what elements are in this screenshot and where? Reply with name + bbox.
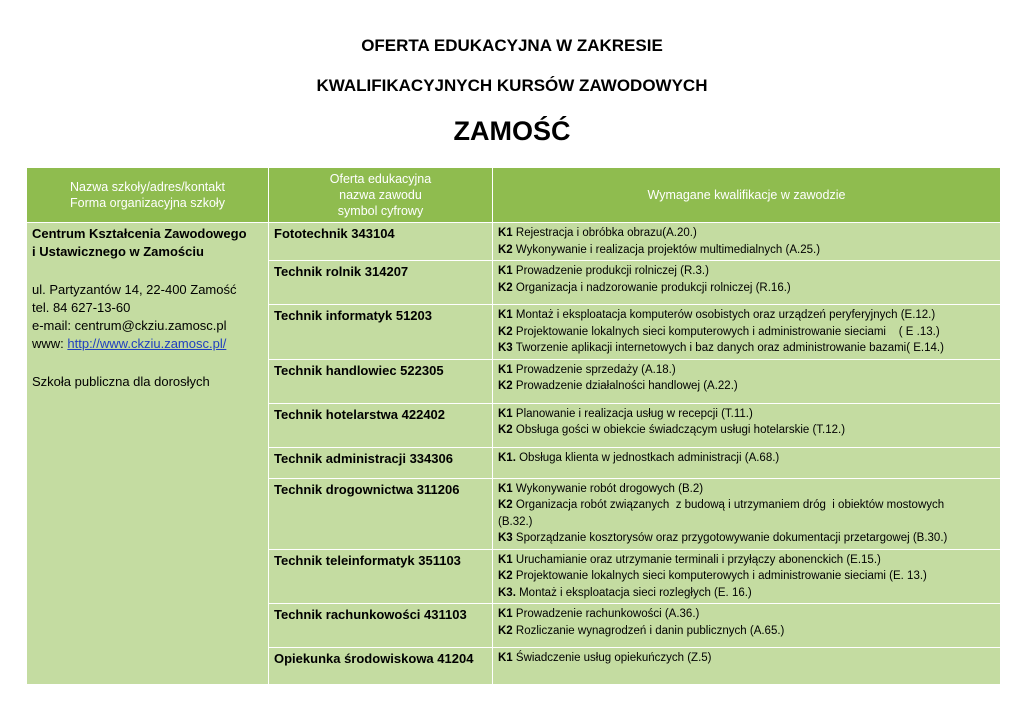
qualification-text: Wykonywanie robót drogowych (B.2) <box>512 482 704 495</box>
qualification-text: Montaż i eksploatacja sieci rozległych (E. 16.) <box>515 586 752 599</box>
qualification-code: K2 <box>498 424 513 436</box>
qualifications-cell <box>493 261 1001 305</box>
qualification-code: K1 <box>498 407 513 420</box>
qualification-text: Obsługa klienta w jednostkach administracji (A.68.) <box>515 451 780 464</box>
qualifications-cell <box>493 447 1001 478</box>
qualifications-cell <box>493 549 1001 604</box>
header-offer-line1: Oferta edukacyjna <box>329 172 432 186</box>
qualification-text: Sporządzanie kosztorysów oraz przygotowywanie dokumentacji przetargowej (B.30.) <box>512 532 948 544</box>
city-title: ZAMOŚĆ <box>453 116 571 146</box>
qualification-line <box>498 225 995 242</box>
qualification-text: Wykonywanie i realizacja projektów multimedialnych (A.25.) <box>512 243 821 256</box>
qualification-line <box>498 422 995 439</box>
qualification-text: Organizacja robót związanych z budową i utrzymaniem dróg i obiektów mostowych <box>512 499 945 511</box>
qualification-text: Tworzenie aplikacji internetowych i baz danych oraz administrowanie bazami( E.14.) <box>512 342 944 354</box>
qualification-text: (B.32.) <box>498 515 533 528</box>
school-website-link[interactable]: http://www.ckziu.zamosc.pl/ <box>67 336 227 351</box>
qualification-text: Prowadzenie produkcji rolniczej (R.3.) <box>512 265 709 277</box>
qualification-text: Projektowanie lokalnych sieci komputerowych i administrowanie sieciami ( E .13.) <box>512 325 940 338</box>
qualification-code: K1. <box>498 451 516 464</box>
qualifications-cell <box>493 359 1001 403</box>
qualification-code: K2 <box>498 570 513 582</box>
qualification-line <box>498 242 995 259</box>
profession-cell: Technik handlowiec 522305 <box>269 359 493 403</box>
qualification-line <box>498 530 995 547</box>
qualification-line <box>498 406 995 423</box>
qualification-code: K1 <box>498 309 513 321</box>
qualification-line <box>498 623 995 640</box>
school-name-line1: Centrum Kształcenia Zawodowego <box>32 226 247 241</box>
qualification-text: Projektowanie lokalnych sieci komputerowych i administrowanie sieciami (E. 13.) <box>512 570 927 582</box>
qualification-code: K2 <box>498 624 513 637</box>
header-row <box>27 168 1001 223</box>
qualifications-cell <box>493 648 1001 685</box>
qualifications-cell <box>493 305 1001 360</box>
qualifications-cell <box>493 478 1001 549</box>
qualification-code: K2 <box>498 243 513 256</box>
qualification-text: Planowanie i realizacja usług w recepcji (T.11.) <box>512 407 753 420</box>
school-cell <box>27 223 269 685</box>
header-qualifications: Wymagane kwalifikacje w zawodzie <box>493 168 1001 223</box>
profession-cell: Opiekunka środowiskowa 41204 <box>269 648 493 685</box>
profession-cell: Technik hotelarstwa 422402 <box>269 403 493 447</box>
qualification-text: Uruchamianie oraz utrzymanie terminali i przyłączy abonenckich (E.15.) <box>512 553 881 566</box>
qualification-line <box>498 650 995 667</box>
header-offer <box>269 168 493 223</box>
qualification-line <box>498 514 995 531</box>
school-www-label: www: <box>32 336 68 351</box>
header-school <box>27 168 269 223</box>
profession-cell: Technik drogownictwa 311206 <box>269 478 493 549</box>
qualification-text: Prowadzenie sprzedaży (A.18.) <box>512 363 676 376</box>
qualification-code: K3. <box>498 586 516 599</box>
qualification-text: Rozliczanie wynagrodzeń i danin publicznych (A.65.) <box>512 624 785 637</box>
school-form: Szkoła publiczna dla dorosłych <box>32 374 210 389</box>
header-school-line1: Nazwa szkoły/adres/kontakt <box>70 180 225 194</box>
profession-cell: Technik administracji 334306 <box>269 447 493 478</box>
qualification-line <box>498 585 995 602</box>
qualification-line <box>498 324 995 341</box>
qualifications-cell <box>493 403 1001 447</box>
education-offer-table <box>26 167 1001 685</box>
profession-cell: Technik rachunkowości 431103 <box>269 604 493 648</box>
qualification-line <box>498 280 995 297</box>
qualification-text: Rejestracja i obróbka obrazu(A.20.) <box>512 227 697 239</box>
school-phone: tel. 84 627-13-60 <box>32 300 131 315</box>
school-www <box>32 335 263 353</box>
qualification-line <box>498 497 995 514</box>
qualification-text: Prowadzenie działalności handlowej (A.22.) <box>512 380 738 392</box>
qualification-text: Organizacja i nadzorowanie produkcji rolniczej (R.16.) <box>512 281 791 294</box>
qualification-code: K1 <box>498 265 513 277</box>
header-offer-line3: symbol cyfrowy <box>337 204 424 218</box>
qualifications-cell <box>493 604 1001 648</box>
qualification-line <box>498 378 995 395</box>
qualification-code: K1 <box>498 608 513 620</box>
title-line-2: KWALIFIKACYJNYCH KURSÓW ZAWODOWYCH <box>316 76 708 95</box>
qualifications-cell <box>493 223 1001 261</box>
qualification-code: K1 <box>498 363 513 376</box>
profession-cell: Technik teleinformatyk 351103 <box>269 549 493 604</box>
qualification-text: Prowadzenie rachunkowości (A.36.) <box>512 608 700 620</box>
qualification-code: K2 <box>498 380 513 392</box>
profession-cell: Fototechnik 343104 <box>269 223 493 261</box>
qualification-code: K1 <box>498 482 513 495</box>
qualification-line <box>498 307 995 324</box>
qualification-code: K3 <box>498 532 513 544</box>
qualification-line <box>498 340 995 357</box>
table-row <box>27 223 1001 261</box>
qualification-line <box>498 568 995 585</box>
qualification-line <box>498 362 995 379</box>
title-line-1: OFERTA EDUKACYJNA W ZAKRESIE <box>361 36 663 55</box>
school-email: e-mail: centrum@ckziu.zamosc.pl <box>32 318 227 333</box>
qualification-line <box>498 450 995 467</box>
qualification-code: K2 <box>498 281 513 294</box>
qualification-code: K2 <box>498 325 513 338</box>
qualification-text: Montaż i eksploatacja komputerów osobistych oraz urządzeń peryferyjnych (E.12.) <box>512 309 936 321</box>
qualification-line <box>498 606 995 623</box>
header-school-line2: Forma organizacyjna szkoły <box>70 196 225 210</box>
qualification-code: K3 <box>498 342 513 354</box>
qualification-line <box>498 263 995 280</box>
qualification-code: K1 <box>498 227 513 239</box>
profession-cell: Technik rolnik 314207 <box>269 261 493 305</box>
qualification-text: Obsługa gości w obiekcie świadczącym usługi hotelarskie (T.12.) <box>512 424 846 436</box>
header-offer-line2: nazwa zawodu <box>339 188 422 202</box>
profession-cell: Technik informatyk 51203 <box>269 305 493 360</box>
qualification-line <box>498 552 995 569</box>
school-name-line2: i Ustawicznego w Zamościu <box>32 244 204 259</box>
qualification-line <box>498 481 995 498</box>
qualification-code: K1 <box>498 553 513 566</box>
qualification-code: K1 <box>498 652 513 664</box>
qualification-text: Świadczenie usług opiekuńczych (Z.5) <box>512 652 712 664</box>
qualification-code: K2 <box>498 499 513 511</box>
school-address: ul. Partyzantów 14, 22-400 Zamość <box>32 282 237 297</box>
